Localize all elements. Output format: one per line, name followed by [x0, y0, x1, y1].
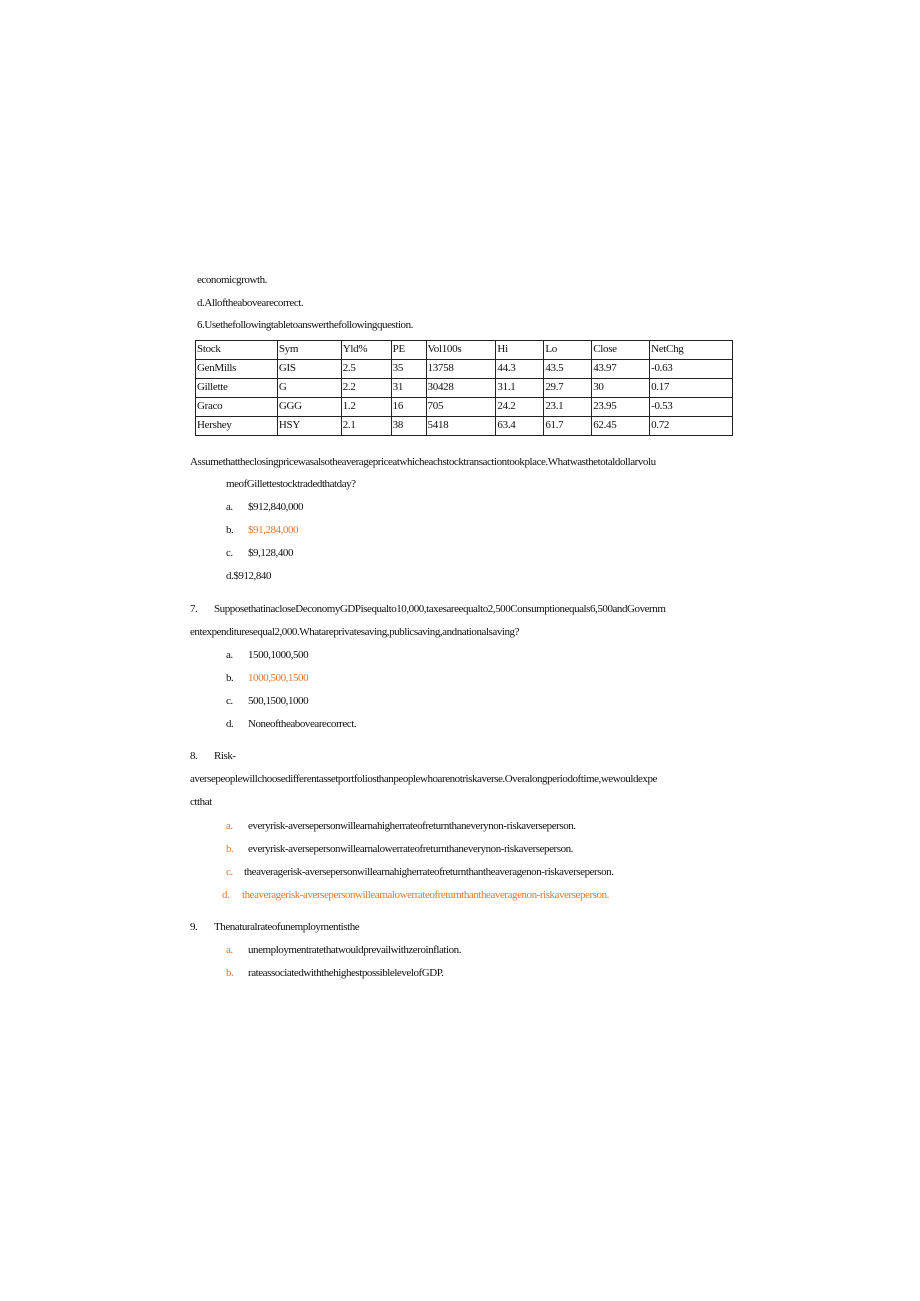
continued-text: economicgrowth. [197, 274, 267, 286]
table-cell: Graco [196, 398, 278, 417]
table-cell: 0.17 [650, 379, 733, 398]
table-cell: 23.95 [592, 398, 650, 417]
option-marker: d. [226, 718, 234, 730]
question-7-text-line1 [190, 602, 665, 616]
table-cell: G [277, 379, 341, 398]
question-7-text-line2: entexpendituresequal2,000.Whatareprivatesaving,publicsaving,andnationalsaving? [190, 626, 520, 638]
header-cell: Stock [196, 341, 278, 360]
header-cell: Sym [277, 341, 341, 360]
table-row [196, 360, 733, 379]
table-row [196, 398, 733, 417]
option-marker: a. [226, 944, 233, 956]
table-cell: 35 [391, 360, 426, 379]
option-text: unemploymentratethatwouldprevailwithzeroinflation. [248, 944, 462, 956]
question-7-option-b [226, 671, 308, 685]
question-6-text-line1: Assumethattheclosingpricewasalsotheaveragepriceatwhicheachstocktransactiontookplace.Whatwasthetotaldollarvolu [190, 456, 656, 468]
table-row [196, 417, 733, 436]
question-6-option-a [226, 500, 303, 514]
table-cell: 29.7 [544, 379, 592, 398]
option-text: Noneoftheabovearecorrect. [248, 718, 357, 730]
table-cell: 31.1 [496, 379, 544, 398]
option-marker: c. [226, 695, 233, 707]
option-text: 500,1500,1000 [248, 695, 309, 707]
question-8-option-c [226, 865, 614, 879]
option-marker: a. [226, 649, 233, 661]
table-cell: 2.5 [341, 360, 391, 379]
question-8-text-line1 [190, 749, 236, 763]
header-cell: Hi [496, 341, 544, 360]
table-cell: 2.1 [341, 417, 391, 436]
question-8-text-line2: aversepeoplewillchoosedifferentassetportfoliosthanpeoplewhoarenotriskaverse.Overalongperiodoftime,wewouldexpe [190, 773, 657, 785]
question-text: Risk- [214, 750, 236, 762]
option-marker: a. [226, 820, 233, 832]
option-text: 1500,1000,500 [248, 649, 309, 661]
option-marker: b. [226, 672, 234, 684]
table-cell: 62.45 [592, 417, 650, 436]
option-marker: b. [226, 843, 234, 855]
table-cell: 2.2 [341, 379, 391, 398]
question-text: Thenaturalrateofunemploymentisthe [214, 921, 360, 933]
table-cell: GIS [277, 360, 341, 379]
question-number: 8. [190, 750, 198, 762]
question-9-text [190, 920, 359, 934]
question-number: 9. [190, 921, 198, 933]
question-8-option-d [222, 888, 609, 902]
option-text: rateassociatedwiththehighestpossiblelevelofGDP. [248, 967, 444, 979]
option-marker: c. [226, 866, 233, 878]
question-6-option-b [226, 523, 298, 537]
question-8-text-line3: ctthat [190, 796, 212, 808]
table-cell: HSY [277, 417, 341, 436]
header-cell: Vol100s [426, 341, 496, 360]
question-6-prompt: 6.Usethefollowingtabletoanswerthefollowingquestion. [197, 319, 413, 331]
question-9-option-b [226, 966, 443, 980]
question-9-option-a [226, 943, 461, 957]
option-text: everyrisk-aversepersonwillearnalowerrateofreturnthaneverynon-riskaverseperson. [248, 843, 573, 855]
question-7-option-a [226, 648, 308, 662]
stock-table [195, 340, 733, 436]
question-6-option-d [226, 569, 271, 583]
table-cell: -0.63 [650, 360, 733, 379]
table-cell: 13758 [426, 360, 496, 379]
header-cell: Lo [544, 341, 592, 360]
option-text-answer: theaveragerisk-aversepersonwillearnalowerrateofreturnthantheaveragenon-riskaverseperson. [242, 889, 609, 901]
option-text-answer: $91,284,000 [248, 524, 299, 536]
option-text-answer: 1000,500,1500 [248, 672, 309, 684]
header-cell: Close [592, 341, 650, 360]
table-header-row [196, 341, 733, 360]
option-text: everyrisk-aversepersonwillearnahigherrateofreturnthaneverynon-riskaverseperson. [248, 820, 576, 832]
previous-option-d: d.Alloftheabovearecorrect. [197, 297, 304, 309]
option-text: $912,840,000 [248, 501, 304, 513]
table-cell: 24.2 [496, 398, 544, 417]
table-cell: 43.5 [544, 360, 592, 379]
table-cell: 1.2 [341, 398, 391, 417]
table-row [196, 379, 733, 398]
table-cell: 43.97 [592, 360, 650, 379]
table-cell: 44.3 [496, 360, 544, 379]
question-6-text-line2: meofGillettestocktradedthatday? [226, 478, 356, 490]
question-8-option-a [226, 819, 576, 833]
table-cell: 63.4 [496, 417, 544, 436]
table-cell: 38 [391, 417, 426, 436]
header-cell: PE [391, 341, 426, 360]
table-cell: 705 [426, 398, 496, 417]
option-marker: c. [226, 547, 233, 559]
table-cell: GenMills [196, 360, 278, 379]
table-cell: -0.53 [650, 398, 733, 417]
option-marker: b. [226, 524, 234, 536]
option-text: $9,128,400 [248, 547, 294, 559]
header-cell: Yld% [341, 341, 391, 360]
question-7-option-d [226, 717, 356, 731]
question-7-option-c [226, 694, 308, 708]
question-number: 7. [190, 603, 198, 615]
table-cell: 16 [391, 398, 426, 417]
table-cell: Hershey [196, 417, 278, 436]
option-text: theaveragerisk-aversepersonwillearnahigherrateofreturnthantheaveragenon-riskaverseperson. [244, 866, 614, 878]
option-text: d.$912,840 [226, 570, 272, 582]
option-marker: b. [226, 967, 234, 979]
header-cell: NetChg [650, 341, 733, 360]
question-6-option-c [226, 546, 293, 560]
table-cell: 61.7 [544, 417, 592, 436]
table-cell: 31 [391, 379, 426, 398]
table-cell: 5418 [426, 417, 496, 436]
table-cell: Gillette [196, 379, 278, 398]
table-cell: 30428 [426, 379, 496, 398]
question-text: SupposethatinacloseDeconomyGDPisequalto10,000,taxesareequalto2,500Consumptionequals6,500andGovernm [214, 603, 666, 615]
option-marker: a. [226, 501, 233, 513]
table-cell: 30 [592, 379, 650, 398]
table-cell: 0.72 [650, 417, 733, 436]
question-8-option-b [226, 842, 573, 856]
option-marker: d. [222, 889, 230, 901]
table-cell: GGG [277, 398, 341, 417]
table-cell: 23.1 [544, 398, 592, 417]
